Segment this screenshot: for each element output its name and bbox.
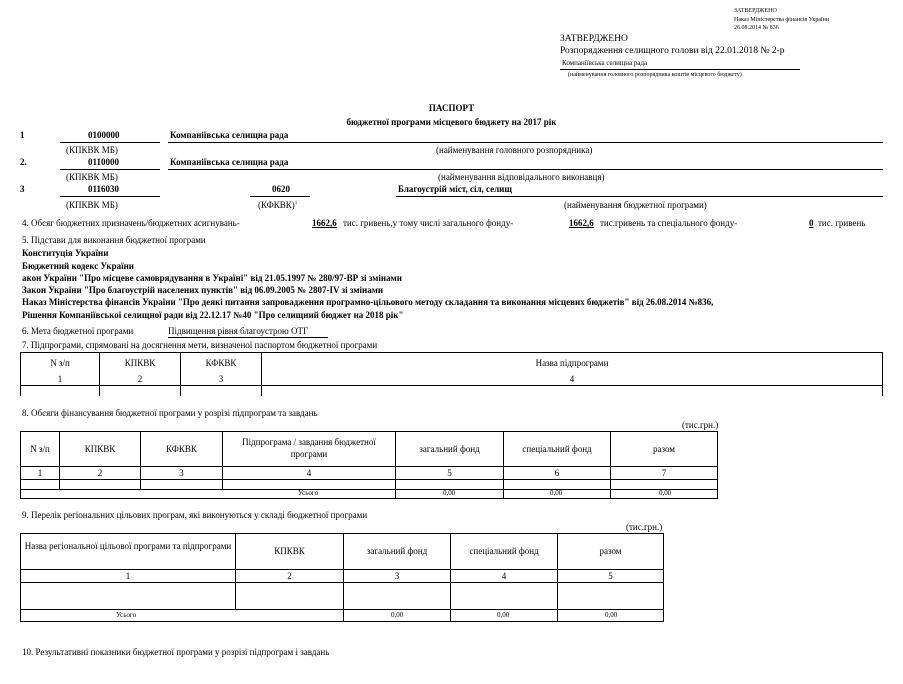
section8-title: 8. Обсяги фінансування бюджетної програми у розрізі підпрограм та завдань bbox=[22, 408, 318, 418]
s8-colnum: 6 bbox=[554, 468, 560, 478]
s9-header-total: разом bbox=[599, 546, 622, 556]
code-row-3-kfkvk: 0620 bbox=[272, 184, 290, 194]
section8-unit: (тис.грн.) bbox=[682, 420, 719, 430]
s9-header-special: спеціальний фонд bbox=[469, 546, 539, 556]
s8-colnum: 2 bbox=[97, 468, 103, 478]
s7-colnum: 2 bbox=[137, 374, 143, 384]
s8-header-total: разом bbox=[652, 444, 676, 454]
section9-unit: (тис.грн.) bbox=[626, 522, 663, 532]
s8-total-special: 0,00 bbox=[550, 489, 563, 497]
s8-colnum: 7 bbox=[661, 468, 667, 478]
s8-colnum: 1 bbox=[37, 468, 43, 478]
s7-header-name: Назва підпрограми bbox=[535, 358, 609, 368]
s9-colnum: 2 bbox=[287, 571, 292, 581]
section6-label: 6. Мета бюджетної програми bbox=[22, 326, 134, 336]
section4-special: 0 bbox=[809, 218, 814, 228]
kfkvk-caption-text: (КФКВК) bbox=[258, 200, 295, 210]
top-note-line1: ЗАТВЕРДЖЕНО bbox=[734, 8, 777, 14]
code-row-3-name: Благоустрій міст, сіл, селищ bbox=[398, 184, 512, 194]
s9-total-sum: 0,00 bbox=[605, 611, 618, 619]
s7-row-line bbox=[20, 385, 883, 386]
top-note-line2: Наказ Міністерства фінансів України bbox=[734, 17, 830, 23]
approval-order: Розпорядження селищного голови від 22.01.2018 № 2-р bbox=[560, 46, 785, 56]
code-row-1-left-line bbox=[60, 142, 160, 143]
section4-text1: 4. Обсяг бюджетних призначень/бюджетних асигнувань- bbox=[22, 218, 240, 228]
s8-row-line bbox=[20, 489, 718, 490]
s8-vline bbox=[395, 431, 396, 498]
section4-text4: тис. гривень bbox=[818, 218, 866, 228]
s9-border-top bbox=[20, 533, 664, 534]
s9-header-kpkvk: КПКВК bbox=[274, 546, 305, 556]
s8-vline bbox=[610, 431, 611, 498]
code-row-2-code: 0110000 bbox=[88, 157, 120, 167]
s8-header-general: загальний фонд bbox=[419, 444, 480, 454]
section6-underline bbox=[168, 337, 328, 338]
s8-header-kfkvk: КФКВК bbox=[166, 444, 197, 454]
s7-colnum: 4 bbox=[569, 374, 575, 384]
code-row-1-code: 0100000 bbox=[88, 130, 120, 140]
approval-org: Компаніївська селищна рада bbox=[562, 59, 648, 67]
s9-colnum: 1 bbox=[125, 571, 131, 581]
code-row-2-num: 2. bbox=[20, 157, 27, 167]
s9-colnum: 4 bbox=[501, 571, 507, 581]
section9-title: 9. Перелік регіональних цільових програм, які виконуються у складі бюджетної програми bbox=[22, 510, 368, 520]
passport-title: ПАСПОРТ bbox=[428, 103, 475, 113]
code-row-1-left-caption: (КПКВК МБ) bbox=[66, 145, 118, 155]
top-note-line3: 26.08.2014 № 836 bbox=[734, 25, 779, 31]
code-row-2-left-line bbox=[60, 169, 160, 170]
code-row-3-code: 0116030 bbox=[88, 184, 120, 194]
s9-total-label: Усього bbox=[116, 611, 137, 619]
s8-border-bottom bbox=[20, 498, 718, 499]
section6-value: Підвищення рівня благоустрою ОТГ bbox=[168, 326, 309, 336]
code-row-3-right-caption: (найменування бюджетної програми) bbox=[564, 200, 707, 210]
code-row-3-left-line bbox=[60, 196, 160, 197]
basis-item: Рішення Компаніївської селищної ради від 22.12.17 №40 "Про селищний бюджет на 2018 рік" bbox=[22, 310, 404, 320]
basis-item: акон України "Про місцеве самоврядування в Україні" від 21.05.1997 № 280/97-ВР зі змінами bbox=[22, 273, 402, 283]
s7-header-kpkvk: КПКВК bbox=[124, 358, 156, 368]
s9-row-line bbox=[20, 582, 664, 583]
s7-colnum: 3 bbox=[218, 374, 224, 384]
section4-text3: тис.гривень та спеціального фонду- bbox=[600, 218, 738, 228]
section4-text2: тис. гривень,у тому числі загального фонду- bbox=[343, 218, 514, 228]
s9-border-bottom bbox=[20, 621, 664, 622]
s8-vline bbox=[20, 431, 21, 498]
passport-subtitle: бюджетної програми місцевого бюджету на 2017 рік bbox=[346, 117, 557, 127]
s7-header-num: N з/п bbox=[50, 358, 70, 368]
section5-title: 5. Підстави для виконання бюджетної програми bbox=[22, 235, 206, 245]
s8-colnum: 3 bbox=[179, 468, 184, 478]
code-row-3-num: 3 bbox=[20, 184, 25, 194]
basis-item: Бюджетний кодекс України bbox=[22, 261, 134, 271]
s8-row-line bbox=[20, 479, 718, 480]
s8-border-top bbox=[20, 431, 718, 432]
basis-item: Конституція України bbox=[22, 248, 109, 258]
code-row-1-num: 1 bbox=[20, 130, 25, 140]
section4-total: 1662,6 bbox=[312, 218, 337, 228]
code-row-2-name: Компаніївська селищна рада bbox=[170, 157, 289, 167]
section4-general: 1662,6 bbox=[569, 218, 594, 228]
code-row-3-right-line bbox=[396, 196, 883, 197]
code-row-3-left-caption: (КПКВК МБ) bbox=[66, 200, 118, 210]
s8-vline bbox=[140, 431, 141, 489]
s8-total-general: 0,00 bbox=[443, 489, 456, 497]
s9-row-line bbox=[20, 609, 664, 610]
code-row-3-mid-line bbox=[250, 196, 310, 197]
code-row-2-left-caption: (КПКВК МБ) bbox=[66, 172, 118, 182]
footnote-mark: 1 bbox=[294, 201, 298, 206]
code-row-2-right-caption: (найменування відповідального виконавця) bbox=[438, 172, 605, 182]
s8-colnum: 4 bbox=[306, 468, 312, 478]
s8-vline bbox=[59, 431, 60, 489]
s8-header-kpkvk: КПКВК bbox=[84, 444, 116, 454]
s9-header-name: Назва регіональної цільової програми та підпрограми bbox=[24, 541, 232, 551]
s8-row-line bbox=[20, 466, 718, 467]
s7-colnum: 1 bbox=[57, 374, 63, 384]
s9-total-special: 0,00 bbox=[497, 611, 510, 619]
code-row-1-right-line bbox=[168, 142, 883, 143]
approval-org-caption: (найменування головного розпорядника коштів місцевого бюджету) bbox=[568, 72, 742, 78]
s8-total-sum: 0,00 bbox=[659, 489, 672, 497]
s8-vline bbox=[503, 431, 504, 498]
basis-item: Наказ Міністерства фінансів України "Про деякі питання запровадження програмно-цільового методу складання та виконання місцевих бюджетів" від 26.08.2014 №836, bbox=[22, 297, 714, 307]
basis-item: Закон України "Про благоустрій населених пунктів" від 06.09.2005 № 2807-IV зі змінами bbox=[22, 285, 384, 295]
code-row-1-right-caption: (найменування головного розпорядника) bbox=[436, 145, 593, 155]
s9-vline bbox=[235, 533, 236, 609]
s7-border-top bbox=[20, 352, 883, 353]
s9-colnum: 3 bbox=[394, 571, 400, 581]
s9-row-line bbox=[20, 569, 664, 570]
s8-header-subprogram: Підпрограма / завдання бюджетної програми bbox=[242, 437, 376, 459]
s9-colnum: 5 bbox=[608, 571, 613, 581]
code-row-3-mid-caption bbox=[258, 201, 297, 210]
s9-vline bbox=[663, 533, 664, 621]
s7-vline bbox=[882, 352, 883, 396]
section10-title: 10. Результативні показники бюджетної програми у розрізі підпрограм і завдань bbox=[22, 647, 330, 657]
s8-header-num: N з/п bbox=[30, 444, 50, 454]
approval-org-underline bbox=[560, 69, 800, 70]
s9-total-general: 0,00 bbox=[391, 611, 404, 619]
approval-title: ЗАТВЕРДЖЕНО bbox=[560, 34, 628, 44]
s8-colnum: 5 bbox=[447, 468, 452, 478]
section7-title: 7. Підпрограми, спрямовані на досягнення мети, визначеної паспортом бюджетної програми bbox=[22, 340, 378, 350]
s8-header-special: спеціальний фонд bbox=[522, 444, 592, 454]
s9-header-general: загальний фонд bbox=[366, 546, 428, 556]
s7-header-kfkvk: КФКВК bbox=[205, 358, 237, 368]
s8-vline bbox=[717, 431, 718, 498]
code-row-1-name: Компаніївська селищна рада bbox=[170, 130, 289, 140]
s8-total-label: Усього bbox=[298, 489, 319, 497]
code-row-2-right-line bbox=[168, 169, 883, 170]
